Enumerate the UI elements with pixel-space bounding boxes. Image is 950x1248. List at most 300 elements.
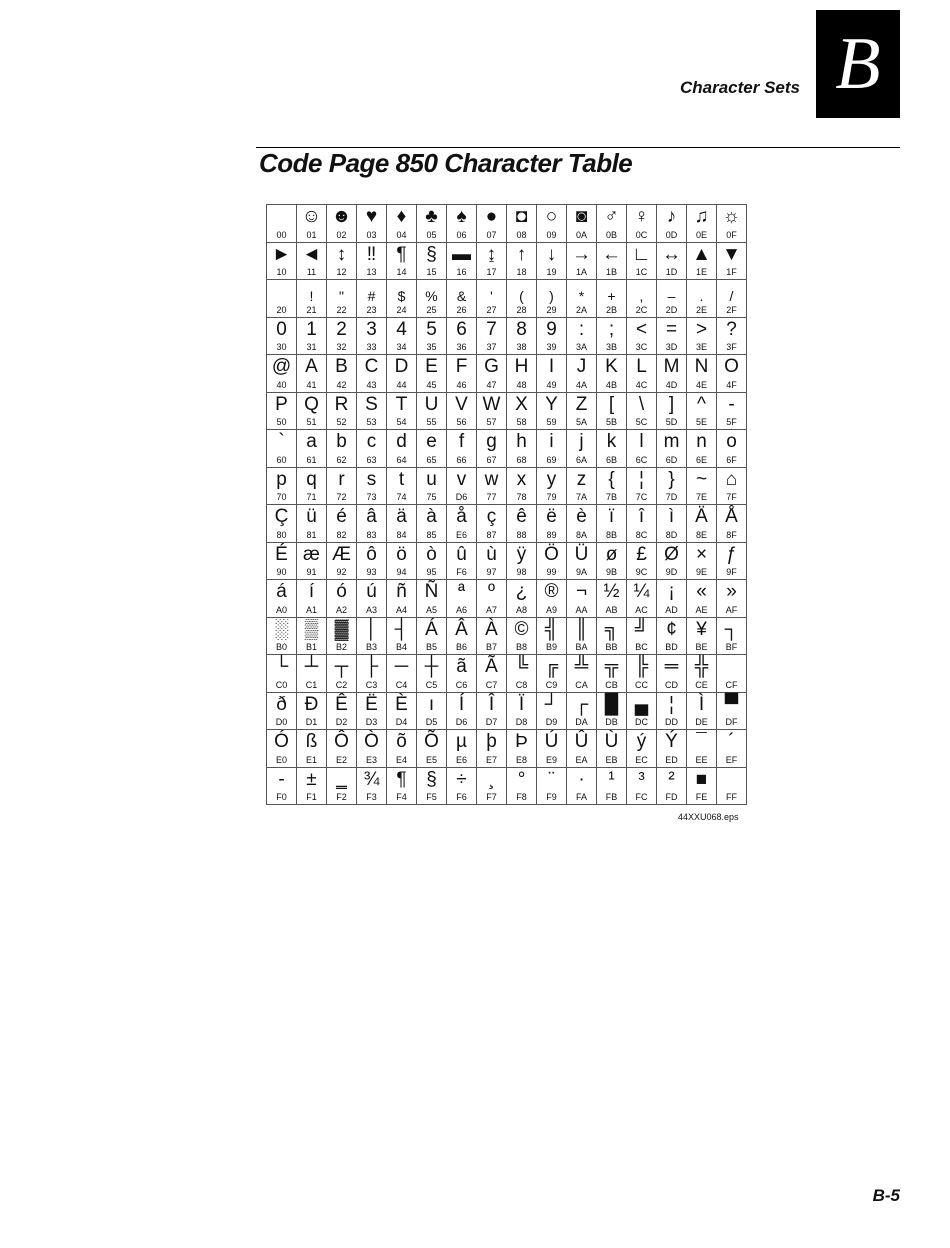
character-code: A6 — [455, 604, 467, 615]
character-glyph: ë — [546, 506, 557, 527]
character-glyph: t — [398, 468, 405, 490]
character-code: 0B — [605, 229, 617, 240]
character-cell — [267, 767, 297, 805]
character-code: 8B — [605, 529, 617, 540]
character-glyph: ▲ — [692, 243, 711, 265]
character-cell — [447, 767, 477, 805]
character-glyph: n — [696, 431, 707, 452]
table-row — [267, 730, 747, 768]
character-code: 0E — [695, 229, 707, 240]
character-cell — [447, 692, 477, 730]
character-cell — [717, 692, 747, 730]
character-glyph: ! — [309, 288, 314, 304]
character-glyph: J — [576, 356, 587, 377]
character-cell — [417, 467, 447, 505]
character-cell — [267, 467, 297, 505]
character-code: 88 — [516, 529, 527, 540]
character-code: 94 — [396, 567, 407, 577]
character-glyph: Ì — [698, 693, 705, 715]
character-code: 49 — [546, 379, 557, 390]
character-cell — [327, 542, 357, 580]
character-glyph: v — [456, 468, 467, 490]
character-cell — [447, 355, 477, 393]
character-cell — [687, 205, 717, 243]
character-cell — [417, 242, 447, 280]
character-code: E6 — [455, 529, 467, 540]
character-cell — [327, 430, 357, 468]
character-cell — [687, 505, 717, 543]
character-code: E5 — [425, 754, 437, 765]
character-code: 63 — [366, 454, 377, 465]
character-code: 1B — [605, 267, 617, 277]
character-glyph: - — [728, 393, 735, 415]
character-glyph: ♀ — [634, 206, 649, 227]
character-cell — [657, 317, 687, 355]
character-cell — [477, 655, 507, 693]
character-code: 2F — [726, 304, 737, 315]
character-cell — [267, 280, 297, 318]
character-glyph: ☻ — [331, 206, 352, 227]
character-glyph: { — [608, 468, 615, 490]
character-cell — [297, 467, 327, 505]
character-glyph: ↑ — [516, 243, 527, 265]
character-glyph: 1 — [306, 318, 317, 340]
character-cell — [327, 467, 357, 505]
character-cell — [657, 355, 687, 393]
character-cell — [297, 505, 327, 543]
character-cell — [537, 430, 567, 468]
character-cell — [297, 767, 327, 805]
character-code: EA — [575, 754, 588, 765]
character-cell — [507, 692, 537, 730]
character-glyph: f — [458, 431, 465, 452]
character-cell — [657, 430, 687, 468]
character-glyph: $ — [397, 288, 406, 304]
character-glyph: Ö — [544, 543, 559, 565]
character-glyph: M — [663, 356, 680, 377]
character-glyph: ├ — [364, 656, 379, 677]
character-glyph: 6 — [456, 318, 467, 340]
character-glyph: % — [425, 288, 438, 304]
character-glyph: w — [484, 468, 499, 490]
character-code: F4 — [396, 792, 407, 802]
character-glyph: → — [572, 243, 591, 265]
character-code: 19 — [546, 267, 557, 277]
character-glyph: ♣ — [425, 206, 438, 227]
character-cell — [627, 730, 657, 768]
character-code: D6 — [455, 492, 468, 502]
character-code: 30 — [276, 342, 287, 352]
character-code: 9C — [635, 567, 648, 577]
section-title: Character Sets — [679, 78, 800, 97]
character-code: 51 — [306, 417, 317, 427]
character-cell — [687, 542, 717, 580]
character-glyph: └ — [274, 656, 289, 677]
character-code: 1C — [635, 267, 648, 277]
character-glyph: K — [605, 356, 618, 377]
character-cell — [717, 205, 747, 243]
character-glyph: õ — [396, 731, 407, 752]
character-cell — [507, 205, 537, 243]
character-glyph: ä — [396, 506, 407, 527]
character-glyph: í — [308, 581, 315, 602]
character-glyph: ? — [726, 318, 737, 340]
character-glyph: ‼ — [366, 243, 377, 265]
character-glyph: ¶ — [396, 243, 407, 265]
character-glyph: D — [394, 356, 409, 377]
character-cell — [657, 205, 687, 243]
character-code: 59 — [546, 417, 557, 427]
character-code: 02 — [336, 229, 347, 240]
character-code: 44 — [396, 379, 407, 390]
character-code: B0 — [275, 642, 287, 652]
character-glyph: Á — [425, 618, 438, 640]
character-glyph: ┼ — [424, 656, 439, 677]
character-code: B8 — [515, 642, 527, 652]
character-cell — [477, 242, 507, 280]
character-code: 3A — [575, 342, 587, 352]
character-code: 72 — [336, 492, 347, 502]
character-cell — [297, 692, 327, 730]
character-code: E4 — [395, 754, 407, 765]
character-cell — [267, 505, 297, 543]
character-code: AD — [665, 604, 678, 615]
character-cell — [267, 205, 297, 243]
character-code: 17 — [486, 267, 497, 277]
character-glyph: µ — [456, 731, 467, 752]
character-glyph: Æ — [332, 543, 351, 565]
character-cell — [717, 655, 747, 693]
character-cell — [657, 580, 687, 618]
character-cell — [627, 542, 657, 580]
character-cell — [417, 392, 447, 430]
character-cell — [447, 730, 477, 768]
character-code: 52 — [336, 417, 347, 427]
character-cell — [267, 430, 297, 468]
character-code: B4 — [395, 642, 407, 652]
character-code: CF — [725, 679, 738, 690]
character-code: 5A — [575, 417, 587, 427]
character-code: 3E — [695, 342, 707, 352]
character-glyph: ┬ — [334, 656, 349, 677]
character-cell — [357, 467, 387, 505]
character-code: 84 — [396, 529, 407, 540]
character-code: 5D — [665, 417, 678, 427]
character-cell — [567, 580, 597, 618]
character-glyph: æ — [303, 543, 320, 565]
character-glyph: G — [484, 356, 499, 377]
character-code: F0 — [276, 792, 287, 802]
character-code: 46 — [456, 379, 467, 390]
character-cell — [357, 692, 387, 730]
character-glyph: á — [276, 581, 287, 602]
character-glyph: ¹ — [608, 768, 615, 790]
character-glyph: ‗ — [336, 768, 347, 790]
character-glyph: î — [638, 506, 645, 527]
character-glyph: s — [366, 468, 377, 490]
character-cell — [447, 205, 477, 243]
character-glyph: 3 — [366, 318, 377, 340]
character-cell — [537, 580, 567, 618]
character-glyph: ¦ — [639, 468, 644, 490]
character-cell — [297, 542, 327, 580]
character-code: 75 — [426, 492, 437, 502]
character-code: 04 — [396, 229, 407, 240]
character-code: 15 — [426, 267, 437, 277]
character-code: 18 — [516, 267, 527, 277]
character-glyph: ▬ — [452, 243, 471, 265]
character-cell — [357, 317, 387, 355]
character-code: AE — [695, 604, 708, 615]
character-code: EE — [695, 754, 708, 765]
character-cell — [717, 467, 747, 505]
character-code: 66 — [456, 454, 467, 465]
character-code: 81 — [306, 529, 317, 540]
character-glyph: S — [365, 393, 378, 415]
table-row — [267, 467, 747, 505]
character-glyph: Ë — [365, 693, 378, 715]
character-cell — [507, 655, 537, 693]
character-cell — [417, 730, 447, 768]
character-cell — [567, 767, 597, 805]
character-code: 4C — [635, 379, 648, 390]
table-row — [267, 317, 747, 355]
character-cell — [717, 542, 747, 580]
character-glyph: 2 — [336, 318, 347, 340]
character-glyph: ┐ — [724, 618, 739, 640]
character-glyph: ▓ — [334, 618, 349, 640]
character-cell — [387, 430, 417, 468]
character-glyph: q — [306, 468, 317, 490]
character-cell — [327, 392, 357, 430]
character-cell — [267, 655, 297, 693]
character-cell — [687, 355, 717, 393]
character-glyph: ; — [608, 318, 615, 340]
character-glyph: ↓ — [546, 243, 557, 265]
character-cell — [267, 692, 297, 730]
character-glyph: V — [455, 393, 468, 415]
character-code: 16 — [456, 267, 467, 277]
character-code: 87 — [486, 529, 497, 540]
character-cell — [627, 467, 657, 505]
character-glyph: / — [729, 288, 734, 304]
character-code: A2 — [335, 604, 347, 615]
character-cell — [357, 392, 387, 430]
character-code: 60 — [276, 454, 287, 465]
character-code: BF — [725, 642, 738, 652]
character-code: 2D — [665, 304, 678, 315]
character-cell — [687, 392, 717, 430]
character-code: DE — [695, 717, 708, 727]
character-glyph: ¢ — [666, 618, 677, 640]
character-code: 5B — [605, 417, 617, 427]
character-glyph: ╩ — [574, 656, 589, 677]
character-glyph: – — [667, 288, 676, 304]
character-code: E0 — [275, 754, 287, 765]
character-cell — [477, 542, 507, 580]
character-cell — [327, 317, 357, 355]
character-cell — [627, 280, 657, 318]
character-cell — [357, 205, 387, 243]
character-code: F5 — [426, 792, 437, 802]
character-code: 68 — [516, 454, 527, 465]
character-code: 85 — [426, 529, 437, 540]
character-code: 1E — [695, 267, 707, 277]
character-cell — [297, 392, 327, 430]
character-cell — [687, 692, 717, 730]
character-code: DC — [635, 717, 648, 727]
character-code: 8E — [695, 529, 707, 540]
character-cell — [387, 505, 417, 543]
character-cell — [477, 392, 507, 430]
character-code: 0A — [575, 229, 587, 240]
character-glyph: É — [275, 543, 288, 565]
character-cell — [447, 542, 477, 580]
character-glyph: . — [699, 288, 704, 304]
character-code: CE — [695, 679, 708, 690]
character-glyph: ± — [306, 768, 317, 790]
character-cell — [447, 242, 477, 280]
character-cell — [537, 317, 567, 355]
character-glyph: Å — [725, 506, 738, 527]
character-code: 9E — [695, 567, 707, 577]
character-code: 10 — [276, 267, 287, 277]
character-glyph: " — [339, 288, 344, 304]
character-code: 2A — [575, 304, 587, 315]
character-cell — [417, 280, 447, 318]
character-cell — [597, 317, 627, 355]
character-glyph: ┘ — [544, 693, 559, 715]
character-code: CD — [665, 679, 678, 690]
character-glyph: u — [426, 468, 437, 490]
character-code: 22 — [336, 304, 347, 315]
character-code: D7 — [485, 717, 498, 727]
character-cell — [717, 505, 747, 543]
character-cell — [477, 317, 507, 355]
character-cell — [687, 730, 717, 768]
character-glyph: l — [639, 431, 644, 452]
character-glyph: ² — [668, 768, 675, 790]
character-code: 14 — [396, 267, 407, 277]
character-cell — [597, 467, 627, 505]
character-cell — [387, 467, 417, 505]
character-cell — [537, 205, 567, 243]
character-code: A4 — [395, 604, 407, 615]
character-cell — [687, 617, 717, 655]
character-code: 89 — [546, 529, 557, 540]
character-code: FA — [575, 792, 587, 802]
character-code: FE — [695, 792, 708, 802]
character-cell — [327, 355, 357, 393]
character-cell — [627, 617, 657, 655]
character-glyph: ↨ — [486, 243, 497, 265]
character-code: AC — [635, 604, 648, 615]
character-glyph: 4 — [396, 318, 407, 340]
character-code: 77 — [486, 492, 497, 502]
character-code: D0 — [275, 717, 288, 727]
character-glyph: ÷ — [456, 768, 467, 790]
character-code: B5 — [425, 642, 437, 652]
character-cell — [567, 730, 597, 768]
character-code: F7 — [486, 792, 497, 802]
character-cell — [297, 430, 327, 468]
character-cell — [327, 692, 357, 730]
page-number: B-5 — [872, 1186, 900, 1205]
character-code: A5 — [425, 604, 437, 615]
character-glyph: Z — [575, 393, 588, 415]
character-cell — [717, 317, 747, 355]
character-glyph: ³ — [638, 768, 645, 790]
character-code: 4F — [726, 379, 737, 390]
character-cell — [597, 767, 627, 805]
character-code: 38 — [516, 342, 527, 352]
character-glyph: ◘ — [515, 206, 528, 227]
character-glyph: j — [579, 431, 584, 452]
table-row — [267, 392, 747, 430]
character-cell — [477, 767, 507, 805]
character-glyph: N — [694, 356, 709, 377]
character-glyph: Ê — [335, 693, 348, 715]
character-glyph: a — [306, 431, 317, 452]
character-cell — [567, 542, 597, 580]
character-cell — [537, 242, 567, 280]
character-cell — [417, 767, 447, 805]
character-glyph: Ý — [665, 731, 678, 752]
character-cell — [597, 355, 627, 393]
character-code: E7 — [485, 754, 497, 765]
character-glyph: é — [336, 506, 347, 527]
character-glyph: ] — [668, 393, 675, 415]
character-glyph: y — [546, 468, 557, 490]
character-glyph: Â — [455, 618, 468, 640]
character-cell — [447, 317, 477, 355]
character-code: 2C — [635, 304, 648, 315]
character-code: 21 — [306, 304, 317, 315]
character-code: 31 — [306, 342, 317, 352]
character-glyph: C — [364, 356, 379, 377]
character-glyph: O — [724, 356, 739, 377]
character-cell — [657, 730, 687, 768]
character-cell — [297, 580, 327, 618]
character-code: 61 — [306, 454, 317, 465]
character-cell — [507, 317, 537, 355]
character-glyph: P — [275, 393, 288, 415]
character-code: 23 — [366, 304, 377, 315]
character-code: F6 — [456, 567, 467, 577]
character-code: 28 — [516, 304, 527, 315]
character-glyph: ¬ — [575, 581, 588, 602]
character-cell — [597, 580, 627, 618]
character-cell — [297, 317, 327, 355]
character-code: F8 — [516, 792, 527, 802]
character-code: 80 — [276, 529, 287, 540]
character-glyph: Ä — [695, 506, 708, 527]
character-cell — [327, 730, 357, 768]
character-cell — [417, 542, 447, 580]
character-cell — [627, 655, 657, 693]
character-cell — [537, 655, 567, 693]
character-glyph: h — [516, 431, 527, 452]
character-cell — [507, 617, 537, 655]
character-cell — [597, 692, 627, 730]
character-cell — [447, 580, 477, 618]
character-cell — [357, 355, 387, 393]
character-glyph: å — [456, 506, 467, 527]
character-code: D2 — [335, 717, 348, 727]
character-glyph: ç — [486, 506, 497, 527]
character-cell — [717, 430, 747, 468]
character-cell — [627, 692, 657, 730]
